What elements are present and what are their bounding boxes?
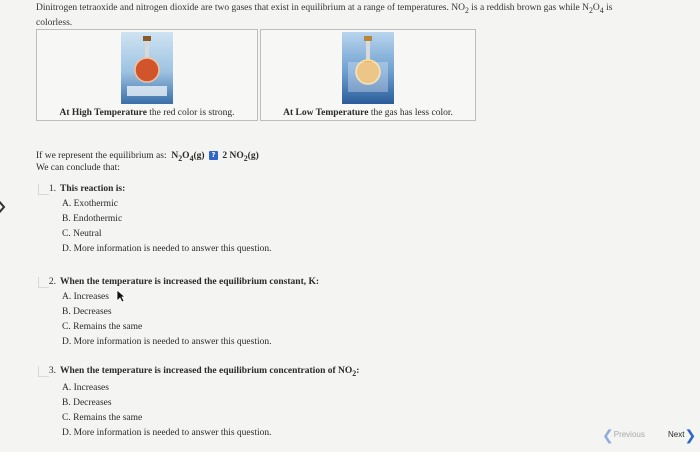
mouse-cursor-icon [116, 289, 126, 303]
figure-row [36, 29, 476, 121]
options-list [62, 197, 272, 257]
option-a[interactable]: A. Increases [62, 292, 109, 302]
question-marker [38, 277, 49, 288]
question-title: This reaction is: [60, 184, 126, 194]
question-marker [38, 184, 49, 195]
option-c[interactable]: C. Remains the same [62, 322, 143, 332]
option-b[interactable]: B. Endothermic [62, 214, 123, 224]
option-b[interactable]: B. Decreases [62, 307, 112, 317]
figure-high-temperature [36, 29, 258, 121]
option-d[interactable]: D. More information is needed to answer this question. [62, 337, 272, 347]
question-number: 3. [48, 366, 56, 376]
options-list [62, 290, 319, 350]
figure-caption-low: At Low Temperature the gas has less color. [283, 108, 453, 118]
question-title: When the temperature is increased the equilibrium concentration of $NO_2$: [60, 366, 360, 378]
figure-caption-high: At High Temperature the red color is strong. [59, 108, 235, 118]
flask-photo-hot [121, 32, 173, 104]
option-a[interactable]: A. Exothermic [62, 199, 118, 209]
question-1 [38, 182, 272, 257]
next-button[interactable]: Next❯ [668, 427, 697, 443]
chevron-right-icon: ❯ [684, 427, 697, 443]
question-2 [38, 275, 319, 350]
option-b[interactable]: B. Decreases [62, 397, 112, 408]
option-c[interactable]: C. Neutral [62, 229, 102, 239]
option-d[interactable]: D. More information is needed to answer this question. [62, 244, 272, 254]
previous-button[interactable]: ❮Previous [602, 427, 645, 443]
option-a[interactable]: A. Increases [62, 382, 109, 393]
question-number: 1. [48, 184, 56, 194]
equation-formula: $N_2O_4(g)$ ? 2 $NO_2(g)$ [171, 151, 259, 163]
question-title: When the temperature is increased the equilibrium constant, K: [60, 277, 320, 287]
question-number: 2. [48, 277, 56, 287]
missing-glyph-icon: ? [209, 151, 218, 160]
equilibrium-equation: If we represent the equilibrium as: $N_2O_4(g)$ ? 2 $NO_2(g)$ [36, 151, 259, 163]
chevron-left-icon: ❮ [602, 427, 614, 443]
options-list [62, 381, 359, 441]
intro-text: Dinitrogen tetraoxide and nitrogen dioxide are two gases that exist in equilibrium at a range of temperatures. $NO_2$ is a reddish brown gas while $N_2O_4$ is colorless. [36, 3, 613, 28]
figure-low-temperature [260, 29, 476, 121]
question-3 [38, 364, 359, 441]
conclusion-lead: We can conclude that: [36, 163, 120, 173]
option-c[interactable]: C. Remains the same [62, 412, 143, 423]
option-d[interactable]: D. More information is needed to answer this question. [62, 427, 272, 438]
question-marker [38, 366, 49, 377]
chevron-right-icon[interactable] [0, 196, 8, 218]
flask-photo-cold [342, 32, 394, 104]
